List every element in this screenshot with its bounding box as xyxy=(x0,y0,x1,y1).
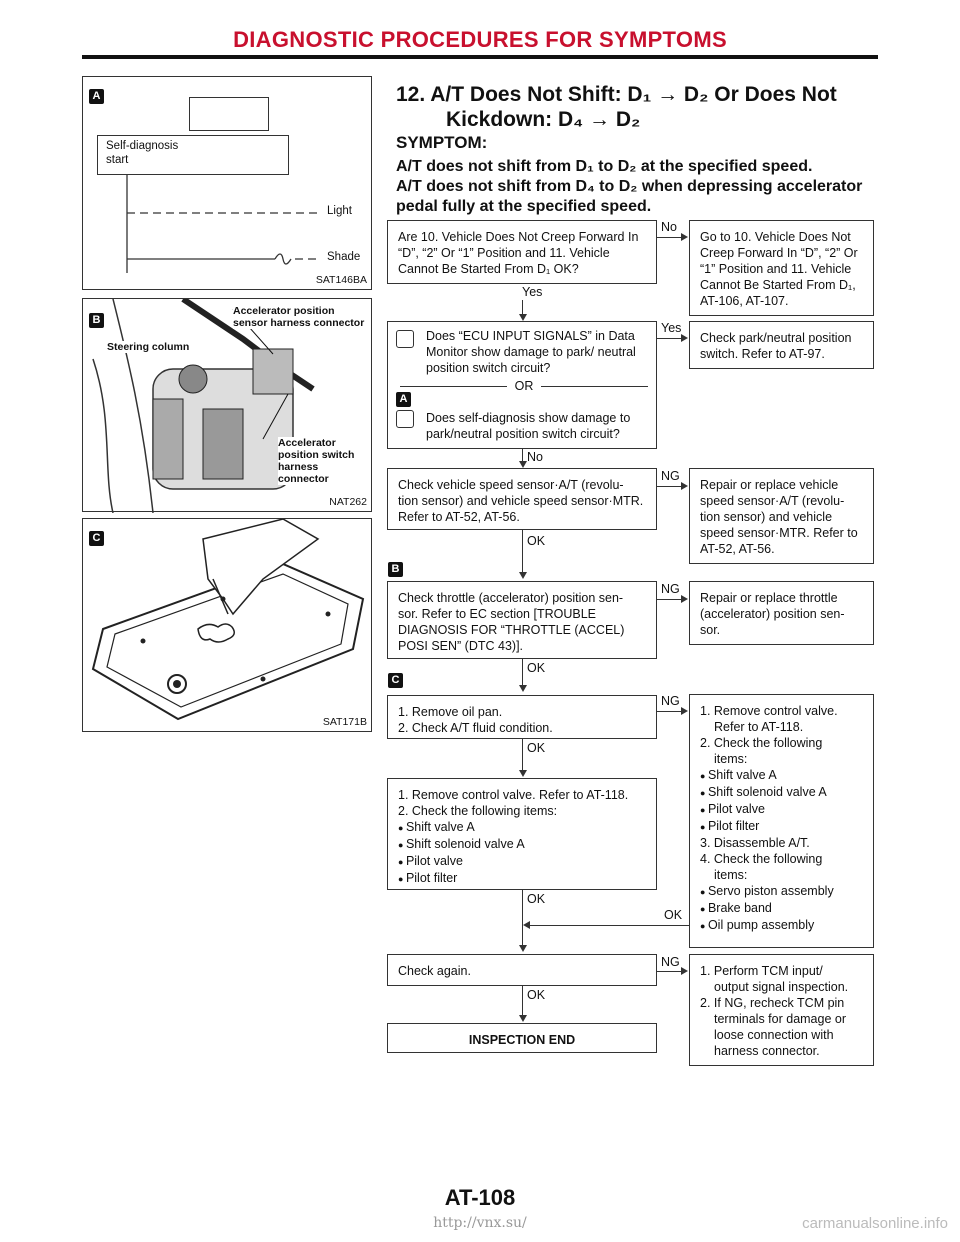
section-title-line1: 12. A/T Does Not Shift: D₁ → D₂ Or Does Not xyxy=(396,83,837,106)
arrow-down-icon xyxy=(519,314,527,321)
s6-items xyxy=(398,819,646,887)
header-rule xyxy=(82,55,878,59)
connector xyxy=(522,530,523,573)
list-item: ● Brake band xyxy=(700,900,863,917)
step-6-line1: 1. Remove control valve. Refer to AT-118. xyxy=(398,788,629,802)
connector xyxy=(522,739,523,771)
list-item: ● Shift solenoid valve A xyxy=(398,836,646,853)
connector xyxy=(657,486,682,487)
list-item: ● Shift solenoid valve A xyxy=(700,784,863,801)
list-item: ● Pilot filter xyxy=(398,870,646,887)
self-diagnosis-icon xyxy=(396,410,414,428)
inspection-end: INSPECTION END xyxy=(387,1023,657,1053)
figure-tag: B xyxy=(89,313,104,328)
s5-action-l2: 2. Check the following xyxy=(700,736,823,750)
step-tag: B xyxy=(388,562,403,577)
step-2-q2: Does self-diagnosis show damage to park/neutral position switch circuit? xyxy=(426,411,631,441)
arrow-down-icon xyxy=(519,461,527,468)
list-item: ● Pilot valve xyxy=(700,801,863,818)
s5-action-l2b: items: xyxy=(714,752,748,766)
step-7-question: Check again. xyxy=(387,954,657,986)
symptom-heading: SYMPTOM: xyxy=(396,133,488,152)
list-item: ● Shift valve A xyxy=(700,767,863,784)
or-separator xyxy=(400,378,648,394)
step-4-ok-label: OK xyxy=(527,661,546,675)
connector xyxy=(657,971,682,972)
step-1-action: Go to 10. Vehicle Does Not Creep Forward In “D”, “2” Or “1” Position and 11. Vehicle Cannot Be Started From D₁, AT-106, AT-107. xyxy=(689,220,874,316)
label-shade: Shade xyxy=(327,251,361,263)
label-steering-column: Steering column xyxy=(107,341,190,353)
label-self-diagnosis: Self-diagnosis xyxy=(106,140,179,152)
arrow-down-icon xyxy=(519,770,527,777)
connector xyxy=(522,890,523,946)
connector xyxy=(530,925,689,926)
s5-items2 xyxy=(700,883,863,934)
connector xyxy=(657,599,682,600)
s7-action-l1b: output signal inspection. xyxy=(714,980,849,994)
arrow-right-icon xyxy=(681,233,688,241)
step-6-ok-label: OK xyxy=(527,892,546,906)
step-5-box xyxy=(387,695,657,739)
symptom-line-2: A/T does not shift from D₄ to D₂ when depressing accelerator xyxy=(396,178,863,195)
connector xyxy=(657,338,682,339)
arrow-right-icon xyxy=(681,334,688,342)
step-tag: A xyxy=(396,392,411,407)
symptom-line-3: pedal fully at the specified speed. xyxy=(396,198,652,215)
figure-a xyxy=(82,76,372,290)
figure-caption: SAT146BA xyxy=(315,274,367,286)
s7-action-l2d: harness connector. xyxy=(714,1044,820,1058)
step-5-ng-label: NG xyxy=(661,694,680,708)
connector xyxy=(657,711,682,712)
figure-tag: C xyxy=(89,531,104,546)
step-4-action: Repair or replace throttle (accelerator) position sen- sor. xyxy=(689,581,874,645)
section-title-line2: Kickdown: D₄ → D₂ xyxy=(446,108,641,131)
figure-c xyxy=(82,518,372,732)
step-5-action xyxy=(689,694,874,948)
source-url[interactable]: http://vnx.su/ xyxy=(433,1215,527,1231)
figure-b xyxy=(82,298,372,512)
list-item: ● Oil pump assembly xyxy=(700,917,863,934)
data-monitor-icon xyxy=(396,330,414,348)
arrow-right-icon xyxy=(681,482,688,490)
step-2-no-label: No xyxy=(527,450,543,464)
figure-tag: A xyxy=(89,89,104,104)
step-3-ok-label: OK xyxy=(527,534,546,548)
step-4-question: Check throttle (accelerator) position sen- sor. Refer to EC section [TROUBLE DIAGNOSIS FOR “THROTTLE (ACCEL) POSI SEN” (DTC 43)]. xyxy=(387,581,657,659)
figure-caption: NAT262 xyxy=(329,496,367,508)
step-3-question: Check vehicle speed sensor·A/T (revolu- tion sensor) and vehicle speed sensor·MTR. Refer to AT-52, AT-56. xyxy=(387,468,657,530)
arrow-down-icon xyxy=(519,572,527,579)
step-2-yes-label: Yes xyxy=(661,321,682,335)
s5-action-l1b: Refer to AT-118. xyxy=(714,720,804,734)
label-aps-harness-connector: Accelerator position sensor harness connector xyxy=(233,305,368,329)
label-aps-switch-connector: Accelerator position switch harness connector xyxy=(278,437,368,485)
step-1-yes-label: Yes xyxy=(522,285,543,299)
or-label: OR xyxy=(514,379,534,393)
step-2-q1: Does “ECU INPUT SIGNALS” in Data Monitor show damage to park/ neutral position switch circuit? xyxy=(426,329,636,375)
step-2-question xyxy=(387,321,657,449)
figure-caption: SAT171B xyxy=(322,716,367,728)
label-light: Light xyxy=(327,205,352,217)
step-6-box xyxy=(387,778,657,890)
arrow-right-icon xyxy=(681,967,688,975)
step-5-line1: 1. Remove oil pan. xyxy=(398,705,503,719)
step-2-action: Check park/neutral position switch. Refer to AT-97. xyxy=(689,321,874,369)
s5-action-l4: 4. Check the following xyxy=(700,852,823,866)
arrow-right-icon xyxy=(681,707,688,715)
s5-items1 xyxy=(700,767,863,835)
connector xyxy=(657,237,682,238)
arrow-down-icon xyxy=(519,1015,527,1022)
s7-action-l2c: loose connection with xyxy=(714,1028,834,1042)
list-item: ● Pilot filter xyxy=(700,818,863,835)
step-7-action xyxy=(689,954,874,1066)
step-tag: C xyxy=(388,673,403,688)
step-5-action-ok-label: OK xyxy=(664,908,683,922)
s7-action-l2b: terminals for damage or xyxy=(714,1012,847,1026)
s7-action-l1: 1. Perform TCM input/ xyxy=(700,964,823,978)
list-item: ● Pilot valve xyxy=(398,853,646,870)
step-7-ng-label: NG xyxy=(661,955,680,969)
arrow-down-icon xyxy=(519,945,527,952)
step-3-ng-label: NG xyxy=(661,469,680,483)
list-item: ● Servo piston assembly xyxy=(700,883,863,900)
step-3-action: Repair or replace vehicle speed sensor·A/T (revolu- tion sensor) and vehicle speed sensor·MTR. Refer to AT-52, AT-56. xyxy=(689,468,874,564)
page-number: AT-108 xyxy=(444,1185,516,1210)
step-1-no-label: No xyxy=(661,220,677,234)
connector xyxy=(522,300,523,315)
page-header-title: DIAGNOSTIC PROCEDURES FOR SYMPTOMS xyxy=(233,27,727,52)
step-5-ok-label: OK xyxy=(527,741,546,755)
symptom-line-1: A/T does not shift from D₁ to D₂ at the specified speed. xyxy=(396,158,813,175)
watermark: carmanualsonline.info xyxy=(802,1215,948,1232)
arrow-right-icon xyxy=(681,595,688,603)
connector xyxy=(522,659,523,686)
oil-pan-illustration xyxy=(83,519,373,733)
s5-action-l4b: items: xyxy=(714,868,748,882)
step-4-ng-label: NG xyxy=(661,582,680,596)
arrow-down-icon xyxy=(519,685,527,692)
connector xyxy=(522,986,523,1016)
step-6-line2: 2. Check the following items: xyxy=(398,804,558,818)
s5-action-l1: 1. Remove control valve. xyxy=(700,704,838,718)
step-7-ok-label: OK xyxy=(527,988,546,1002)
s7-action-l2: 2. If NG, recheck TCM pin xyxy=(700,996,845,1010)
label-start: start xyxy=(106,154,129,166)
step-1-question: Are 10. Vehicle Does Not Creep Forward In “D”, “2” Or “1” Position and 11. Vehicle Cannot Be Started From D₁ OK? xyxy=(387,220,657,284)
list-item: ● Shift valve A xyxy=(398,819,646,836)
arrow-left-icon xyxy=(523,921,530,929)
s5-action-l3: 3. Disassemble A/T. xyxy=(700,836,810,850)
step-5-line2: 2. Check A/T fluid condition. xyxy=(398,721,553,735)
